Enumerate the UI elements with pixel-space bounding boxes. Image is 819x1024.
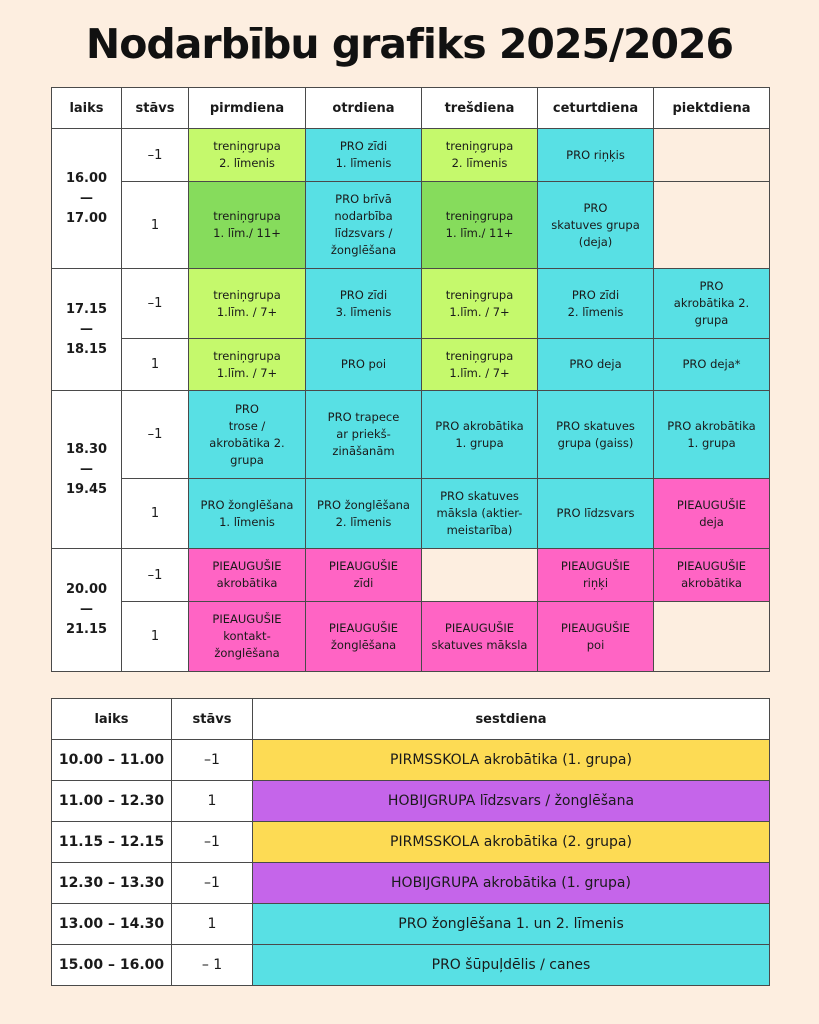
schedule-cell: PRO akrobātika 2. grupa [654, 269, 770, 339]
schedule-cell: PRO skatuves grupa (gaiss) [538, 391, 654, 479]
schedule-cell: PRO skatuves grupa (deja) [538, 182, 654, 269]
schedule-cell: PRO akrobātika 1. grupa [654, 391, 770, 479]
schedule-cell-empty [654, 602, 770, 672]
schedule-cell: PRO deja* [654, 339, 770, 391]
schedule-cell: PRO zīdi 2. līmenis [538, 269, 654, 339]
schedule-cell: PRO žonglēšana 1. un 2. līmenis [253, 904, 770, 945]
header-stavs: stāvs [122, 88, 189, 129]
schedule-cell: treniņgrupa 1.līm. / 7+ [422, 269, 538, 339]
header-ceturtdiena: ceturtdiena [538, 88, 654, 129]
schedule-cell: HOBIJGRUPA akrobātika (1. grupa) [253, 863, 770, 904]
floor-cell: –1 [172, 863, 253, 904]
schedule-cell: PIRMSSKOLA akrobātika (1. grupa) [253, 740, 770, 781]
floor-cell: 1 [122, 479, 189, 549]
schedule-cell-empty [654, 182, 770, 269]
time-slot: 17.15 — 18.15 [52, 269, 122, 391]
schedule-cell: PRO brīvā nodarbība līdzsvars / žonglēšana [306, 182, 422, 269]
saturday-schedule-table [51, 698, 770, 986]
floor-cell: –1 [122, 391, 189, 479]
schedule-cell: PIEAUGUŠIE akrobātika [189, 549, 306, 602]
schedule-cell: PRO līdzsvars [538, 479, 654, 549]
schedule-cell: treniņgrupa 2. līmenis [189, 129, 306, 182]
schedule-cell: PIEAUGUŠIE skatuves māksla [422, 602, 538, 672]
floor-cell: –1 [122, 269, 189, 339]
header-piektdiena: piektdiena [654, 88, 770, 129]
schedule-cell: PIEAUGUŠIE žonglēšana [306, 602, 422, 672]
schedule-cell: PRO deja [538, 339, 654, 391]
header-laiks: laiks [52, 699, 172, 740]
schedule-cell: PIEAUGUŠIE deja [654, 479, 770, 549]
header-stavs: stāvs [172, 699, 253, 740]
time-slot: 11.15 – 12.15 [52, 822, 172, 863]
header-sestdiena: sestdiena [253, 699, 770, 740]
time-slot: 10.00 – 11.00 [52, 740, 172, 781]
floor-cell: 1 [122, 339, 189, 391]
schedule-cell: PRO riņķis [538, 129, 654, 182]
header-otrdiena: otrdiena [306, 88, 422, 129]
schedule-cell-empty [422, 549, 538, 602]
schedule-cell: PRO skatuves māksla (aktier- meistarība) [422, 479, 538, 549]
schedule-cell: PRO akrobātika 1. grupa [422, 391, 538, 479]
schedule-cell: treniņgrupa 1. līm./ 11+ [422, 182, 538, 269]
schedule-cell: treniņgrupa 1.līm. / 7+ [189, 269, 306, 339]
schedule-cell: HOBIJGRUPA līdzsvars / žonglēšana [253, 781, 770, 822]
floor-cell: –1 [172, 740, 253, 781]
time-slot: 16.00 — 17.00 [52, 129, 122, 269]
time-slot: 15.00 – 16.00 [52, 945, 172, 986]
schedule-cell: PRO trose / akrobātika 2. grupa [189, 391, 306, 479]
schedule-cell: PIEAUGUŠIE riņķi [538, 549, 654, 602]
floor-cell: – 1 [172, 945, 253, 986]
time-slot: 11.00 – 12.30 [52, 781, 172, 822]
schedule-cell: PRO trapece ar priekš- zināšanām [306, 391, 422, 479]
schedule-cell: PIEAUGUŠIE zīdi [306, 549, 422, 602]
schedule-cell: treniņgrupa 1. līm./ 11+ [189, 182, 306, 269]
weekday-schedule-table [51, 87, 770, 672]
schedule-cell: PRO žonglēšana 2. līmenis [306, 479, 422, 549]
schedule-cell: PRO zīdi 1. līmenis [306, 129, 422, 182]
floor-cell: 1 [122, 182, 189, 269]
schedule-cell: PRO šūpuļdēlis / canes [253, 945, 770, 986]
floor-cell: 1 [122, 602, 189, 672]
floor-cell: 1 [172, 781, 253, 822]
header-pirmdiena: pirmdiena [189, 88, 306, 129]
floor-cell: –1 [122, 129, 189, 182]
time-slot: 20.00 — 21.15 [52, 549, 122, 672]
header-tresdiena: trešdiena [422, 88, 538, 129]
schedule-cell: PRO zīdi 3. līmenis [306, 269, 422, 339]
header-laiks: laiks [52, 88, 122, 129]
schedule-cell: PIRMSSKOLA akrobātika (2. grupa) [253, 822, 770, 863]
floor-cell: –1 [172, 822, 253, 863]
floor-cell: 1 [172, 904, 253, 945]
schedule-cell: treniņgrupa 1.līm. / 7+ [189, 339, 306, 391]
schedule-cell: PRO poi [306, 339, 422, 391]
page-title: Nodarbību grafiks 2025/2026 [85, 20, 734, 68]
time-slot: 18.30 — 19.45 [52, 391, 122, 549]
schedule-cell: PIEAUGUŠIE poi [538, 602, 654, 672]
time-slot: 13.00 – 14.30 [52, 904, 172, 945]
schedule-cell: treniņgrupa 1.līm. / 7+ [422, 339, 538, 391]
schedule-cell: PIEAUGUŠIE akrobātika [654, 549, 770, 602]
time-slot: 12.30 – 13.30 [52, 863, 172, 904]
schedule-cell: treniņgrupa 2. līmenis [422, 129, 538, 182]
schedule-cell-empty [654, 129, 770, 182]
schedule-cell: PIEAUGUŠIE kontakt- žonglēšana [189, 602, 306, 672]
schedule-cell: PRO žonglēšana 1. līmenis [189, 479, 306, 549]
floor-cell: –1 [122, 549, 189, 602]
